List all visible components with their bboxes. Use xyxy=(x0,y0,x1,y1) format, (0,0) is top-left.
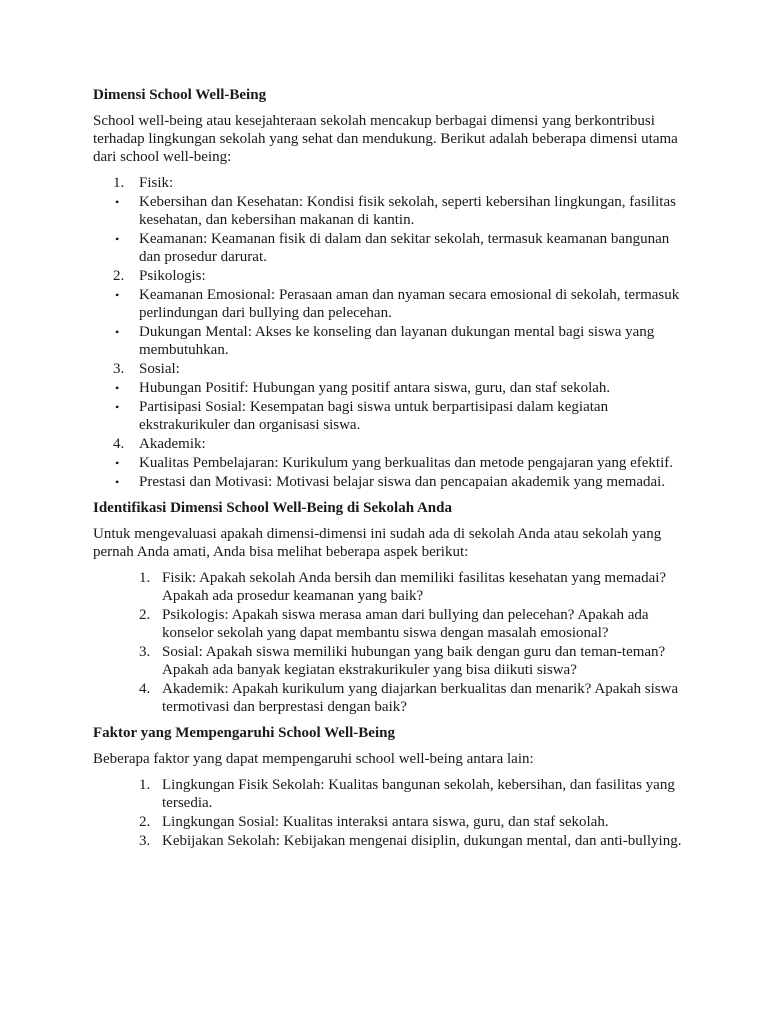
list-item: 2. Lingkungan Sosial: Kualitas interaksi antara siswa, guru, dan staf sekolah. xyxy=(139,814,609,830)
identifikasi-list xyxy=(93,569,683,716)
list-item: • Kebersihan dan Kesehatan: Kondisi fisik sekolah, seperti kebersihan lingkungan, fasilitas kesehatan, dan kebersihan makanan di kantin. xyxy=(115,194,676,228)
list-item: 3. Kebijakan Sekolah: Kebijakan mengenai disiplin, dukungan mental, dan anti-bullying. xyxy=(139,833,682,849)
list-item: • Prestasi dan Motivasi: Motivasi belajar siswa dan pencapaian akademik yang memadai. xyxy=(115,474,666,490)
list-item: 1. Lingkungan Fisik Sekolah: Kualitas bangunan sekolah, kebersihan, dan fasilitas yang tersedia. xyxy=(139,777,675,811)
section-intro-dimensi: School well-being atau kesejahteraan sekolah mencakup berbagai dimensi yang berkontribusi terhadap lingkungan sekolah yang sehat dan mendukung. Berikut adalah beberapa dimensi utama dari school well-being: xyxy=(93,113,678,165)
faktor-list xyxy=(93,776,683,850)
list-item: 3. Sosial: xyxy=(113,361,180,377)
list-item: • Dukungan Mental: Akses ke konseling dan layanan dukungan mental bagi siswa yang membutuhkan. xyxy=(115,324,655,358)
list-item: 4. Akademik: xyxy=(113,436,206,452)
list-item: • Keamanan: Keamanan fisik di dalam dan sekitar sekolah, termasuk keamanan bangunan dan prosedur darurat. xyxy=(115,231,670,265)
list-item: 1. Fisik: xyxy=(113,175,174,191)
list-item: • Hubungan Positif: Hubungan yang positif antara siswa, guru, dan staf sekolah. xyxy=(115,380,611,396)
dimensi-list xyxy=(93,174,683,491)
list-item: 4. Akademik: Apakah kurikulum yang diajarkan berkualitas dan menarik? Apakah siswa termotivasi dan berprestasi dengan baik? xyxy=(139,681,679,715)
list-item: 3. Sosial: Apakah siswa memiliki hubungan yang baik dengan guru dan teman-teman? Apakah ada banyak kegiatan ekstrakurikuler yang bisa diikuti siswa? xyxy=(139,644,666,678)
section-title-faktor: Faktor yang Mempengaruhi School Well-Being xyxy=(93,725,395,741)
list-item: 2. Psikologis: xyxy=(113,268,206,284)
section-intro-identifikasi: Untuk mengevaluasi apakah dimensi-dimensi ini sudah ada di sekolah Anda atau sekolah yang pernah Anda amati, Anda bisa melihat beberapa aspek berikut: xyxy=(93,526,662,560)
list-item: • Keamanan Emosional: Perasaan aman dan nyaman secara emosional di sekolah, termasuk perlindungan dari bullying dan pelecehan. xyxy=(115,287,680,321)
section-title-identifikasi: Identifikasi Dimensi School Well-Being di Sekolah Anda xyxy=(93,500,452,516)
list-item: 2. Psikologis: Apakah siswa merasa aman dari bullying dan pelecehan? Apakah ada konselor sekolah yang dapat membantu siswa dengan masalah emosional? xyxy=(139,607,649,641)
list-item: • Kualitas Pembelajaran: Kurikulum yang berkualitas dan metode pengajaran yang efektif. xyxy=(115,455,673,471)
section-title-dimensi: Dimensi School Well-Being xyxy=(93,87,267,103)
list-item: • Partisipasi Sosial: Kesempatan bagi siswa untuk berpartisipasi dalam kegiatan ekstrakurikuler dan organisasi siswa. xyxy=(115,399,609,433)
document-page xyxy=(93,86,683,858)
section-intro-faktor: Beberapa faktor yang dapat mempengaruhi school well-being antara lain: xyxy=(93,751,534,767)
list-item: 1. Fisik: Apakah sekolah Anda bersih dan memiliki fasilitas kesehatan yang memadai? Apakah ada prosedur keamanan yang baik? xyxy=(139,570,667,604)
